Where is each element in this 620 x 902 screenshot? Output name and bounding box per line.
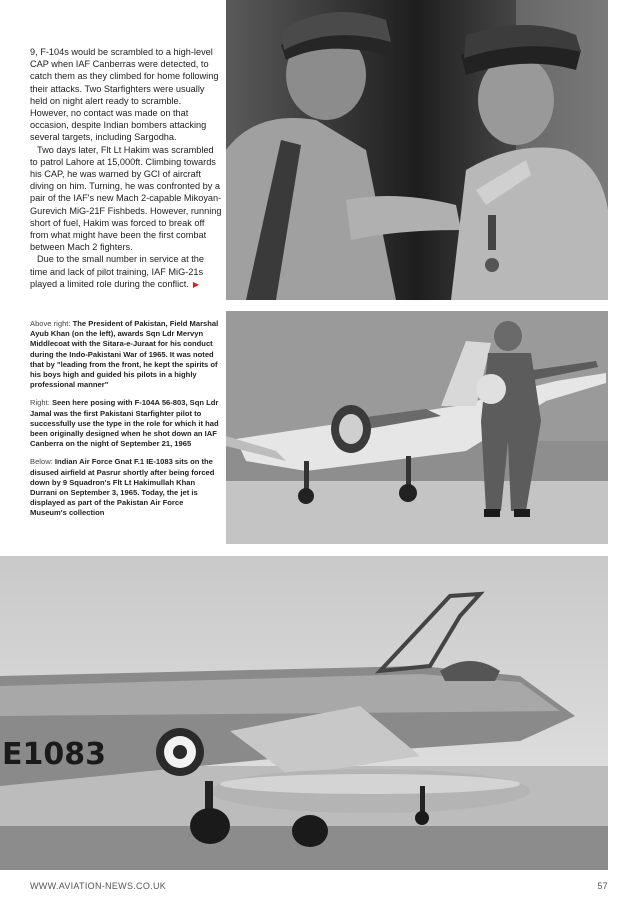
triangle-right-icon: ▶ — [192, 279, 199, 289]
page-number: 57 — [597, 881, 608, 891]
photo-pilot-starfighter — [226, 311, 608, 544]
caption-label: Above right: — [30, 319, 71, 328]
caption-label: Below: — [30, 457, 53, 467]
article-body — [30, 46, 222, 291]
caption-text: Seen here posing with F-104A 56-803, Sqn Ldr Jamal was the first Pakistani Starfighter pilot to successfully use the type in the role for which it had been originally designed when he shot down an IAF Canberra on the night of September 21, 1965 — [30, 398, 219, 449]
footer-website: WWW.AVIATION-NEWS.CO.UK — [30, 881, 167, 891]
article-paragraph: 9, F-104s would be scrambled to a high-level CAP when IAF Canberras were detected, to catch them as they climbed for home following their attacks. Two Starfighters were usually held on night alert ready to scramble. However, no contact was made on that occasion, despite Indian bombers attacking several targets, including Sargodha. — [30, 47, 219, 143]
serial-marking: E1083 — [2, 737, 106, 772]
article-paragraph — [30, 253, 222, 291]
photo-award-ceremony — [226, 0, 608, 300]
article-paragraph: Two days later, Flt Lt Hakim was scrambled to patrol Lahore at 15,000ft. Climbing towards his CAP, he was warned by GCI of aircraft diving on him. Turning, he was confronted by a pair of the IAF's new Mach 2-capable Mikoyan-Gurevich MiG-21F Fishbeds. However, running short of fuel, Hakim was forced to break off from what might have been the first combat between Mach 2 fighters. — [30, 144, 222, 253]
caption-text: Indian Air Force Gnat F.1 IE-1083 sits on the disused airfield at Pasrur shortly after being forced down by 9 Squadron's Flt Lt Hakimullah Khan Durrani on September 3, 1965. Today, the jet is displayed as part of the Pakistan Air Force Museum's collection — [30, 457, 215, 518]
caption-column — [30, 319, 222, 527]
article-paragraph-text: Due to the small number in service at the time and lack of pilot training, IAF MiG-21s played a limited role during the conflict. — [30, 254, 204, 289]
caption-right — [30, 398, 222, 449]
caption-below — [30, 457, 222, 518]
caption-above-right — [30, 319, 222, 390]
photo-gnat-ie1083 — [0, 556, 608, 870]
caption-label: Right: — [30, 398, 50, 408]
caption-text: The President of Pakistan, Field Marshal Ayub Khan (on the left), awards Sqn Ldr Mervyn Middlecoat with the Sitara-e-Juraat for his conduct during the Indo-Pakistani War of 1965. It was noted that by "leading from the front, he kept the spirits of his boys high and guided his pilots in a highly professional manner" — [30, 319, 219, 390]
